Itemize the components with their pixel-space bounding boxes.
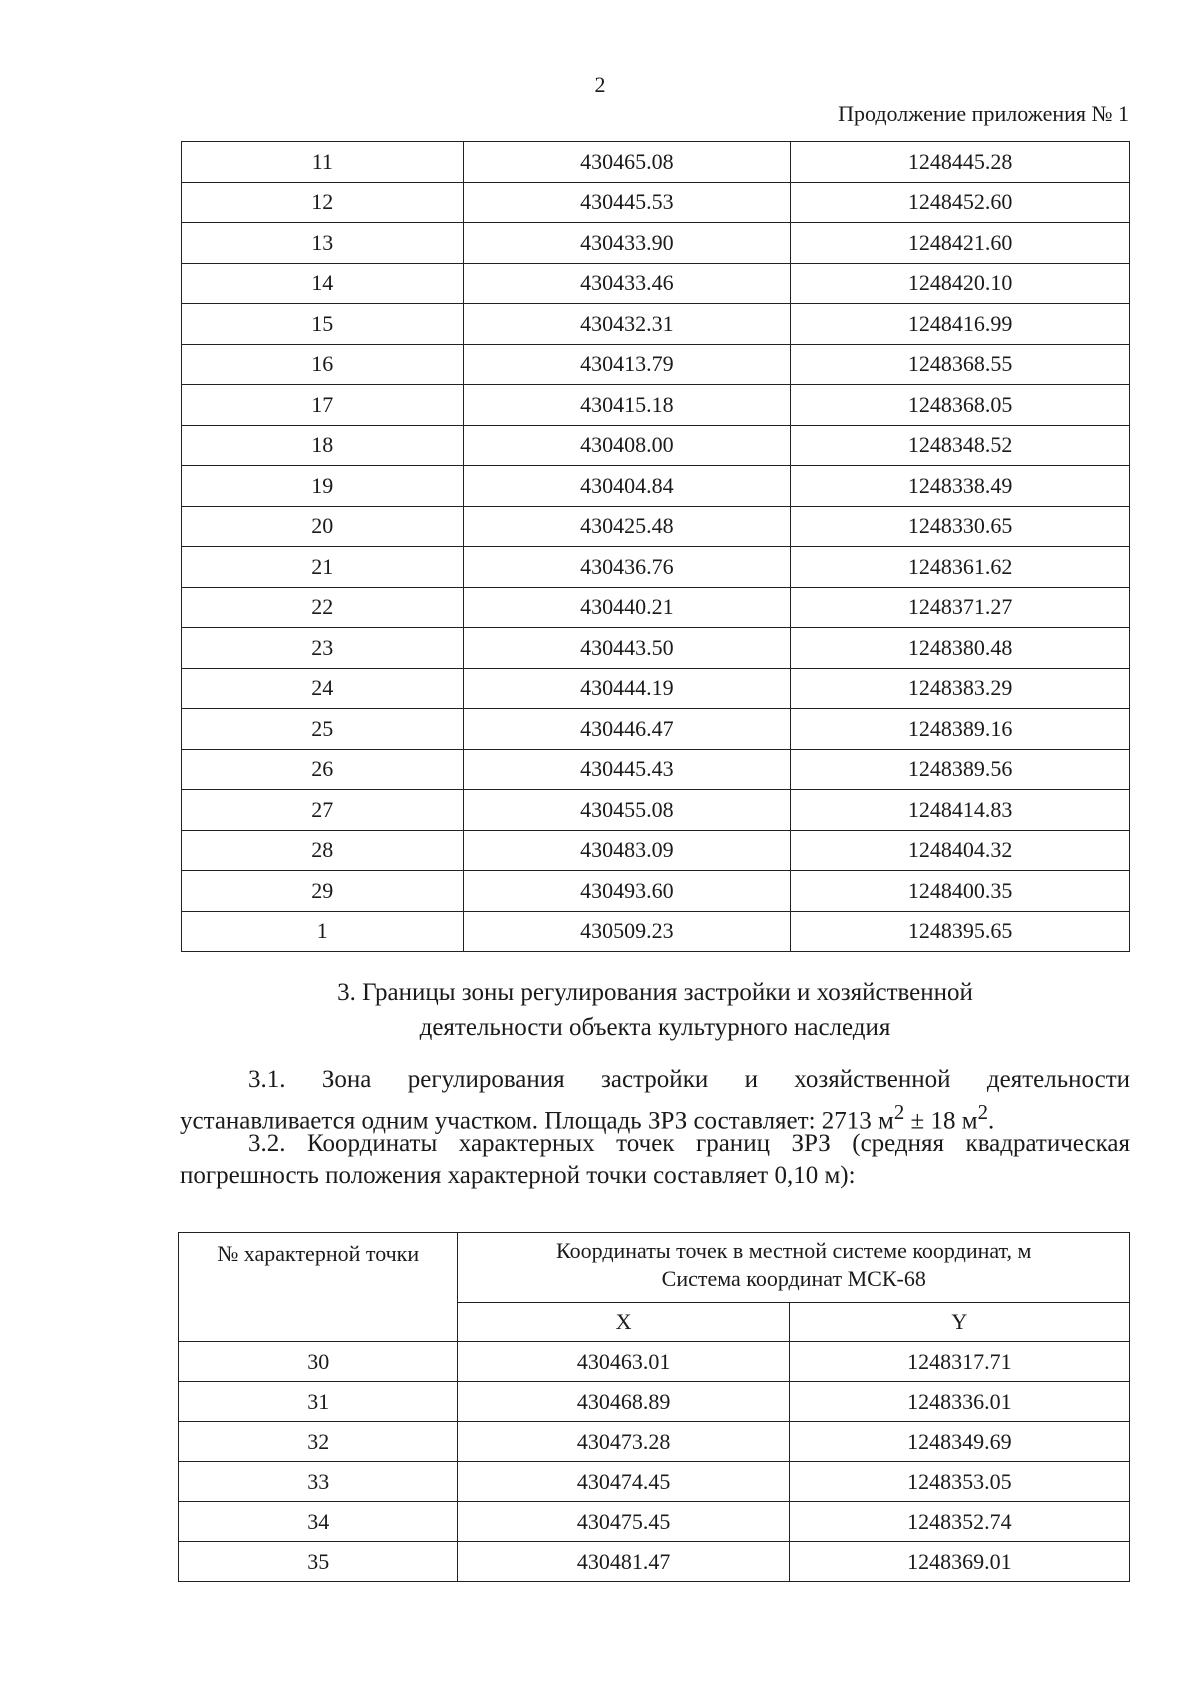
point-number-cell: 18: [182, 425, 464, 466]
superscript-2: 2: [893, 1100, 905, 1124]
paragraph-3-1: [180, 1064, 1130, 1137]
table-row: [182, 668, 1130, 709]
y-coordinate-cell: 1248452.60: [791, 182, 1130, 223]
table-row: [182, 871, 1130, 912]
x-coordinate-cell: 430433.90: [463, 223, 791, 264]
x-coordinate-cell: 430404.84: [463, 466, 791, 507]
point-number-cell: 29: [182, 871, 464, 912]
y-coordinate-cell: 1248368.05: [791, 385, 1130, 426]
y-coordinate-cell: 1248400.35: [791, 871, 1130, 912]
header-y: Y: [789, 1302, 1129, 1341]
table-row: [179, 1462, 1130, 1502]
point-number-cell: 12: [182, 182, 464, 223]
y-coordinate-cell: 1248338.49: [791, 466, 1130, 507]
point-number-cell: 20: [182, 506, 464, 547]
y-coordinate-cell: 1248353.05: [789, 1462, 1129, 1502]
y-coordinate-cell: 1248371.27: [791, 587, 1130, 628]
x-coordinate-cell: 430445.43: [463, 749, 791, 790]
x-coordinate-cell: 430465.08: [463, 142, 791, 183]
y-coordinate-cell: 1248336.01: [789, 1382, 1129, 1422]
x-coordinate-cell: 430440.21: [463, 587, 791, 628]
table-row: [182, 506, 1130, 547]
x-coordinate-cell: 430475.45: [458, 1502, 789, 1542]
x-coordinate-cell: 430433.46: [463, 263, 791, 304]
coordinates-table-continued: [181, 141, 1130, 952]
x-coordinate-cell: 430481.47: [458, 1542, 789, 1582]
x-coordinate-cell: 430468.89: [458, 1382, 789, 1422]
y-coordinate-cell: 1248404.32: [791, 830, 1130, 871]
heading-line-2: деятельности объекта культурного наследия: [419, 1014, 891, 1041]
header-coordinates: [458, 1233, 1130, 1303]
page-number: 2: [594, 72, 606, 97]
zrz-coordinates-table: [178, 1232, 1130, 1582]
x-coordinate-cell: 430408.00: [463, 425, 791, 466]
table-row: [182, 587, 1130, 628]
point-number-cell: 31: [179, 1382, 458, 1422]
table-row: [182, 628, 1130, 669]
point-number-cell: 25: [182, 709, 464, 750]
paragraph-3-2-text: 3.2. Координаты характерных точек границ ЗРЗ (средняя квадратическая погрешность положения характерной точки составляет 0,10 м):: [180, 1130, 1130, 1189]
table-row: [182, 142, 1130, 183]
y-coordinate-cell: 1248380.48: [791, 628, 1130, 669]
point-number-cell: 32: [179, 1422, 458, 1462]
y-coordinate-cell: 1248361.62: [791, 547, 1130, 588]
x-coordinate-cell: 430455.08: [463, 790, 791, 831]
y-coordinate-cell: 1248348.52: [791, 425, 1130, 466]
paragraph-3-1-text: 3.1. Зона регулирования застройки и хозяйственной деятельности устанавливается одним участком. Площадь ЗРЗ составляет: 2713 м: [180, 1066, 1130, 1135]
table-row: [179, 1502, 1130, 1542]
point-number-cell: 23: [182, 628, 464, 669]
heading-line-1: 3. Границы зоны регулирования застройки и хозяйственной: [337, 979, 973, 1006]
table-row: [179, 1382, 1130, 1422]
x-coordinate-cell: 430446.47: [463, 709, 791, 750]
y-coordinate-cell: 1248330.65: [791, 506, 1130, 547]
y-coordinate-cell: 1248368.55: [791, 344, 1130, 385]
point-number-cell: 27: [182, 790, 464, 831]
table-row: [179, 1342, 1130, 1382]
point-number-cell: 11: [182, 142, 464, 183]
table-row: [179, 1422, 1130, 1462]
table-row: [182, 466, 1130, 507]
y-coordinate-cell: 1248383.29: [791, 668, 1130, 709]
y-coordinate-cell: 1248445.28: [791, 142, 1130, 183]
x-coordinate-cell: 430463.01: [458, 1342, 789, 1382]
table-row: [182, 263, 1130, 304]
x-coordinate-cell: 430415.18: [463, 385, 791, 426]
header-x: X: [458, 1302, 789, 1341]
y-coordinate-cell: 1248421.60: [791, 223, 1130, 264]
y-coordinate-cell: 1248420.10: [791, 263, 1130, 304]
y-coordinate-cell: 1248389.16: [791, 709, 1130, 750]
table-row: [182, 749, 1130, 790]
point-number-cell: 33: [179, 1462, 458, 1502]
x-coordinate-cell: 430483.09: [463, 830, 791, 871]
point-number-cell: 14: [182, 263, 464, 304]
point-number-cell: 16: [182, 344, 464, 385]
x-coordinate-cell: 430432.31: [463, 304, 791, 345]
paragraph-3-1-end: .: [987, 1107, 995, 1135]
table-row: [182, 425, 1130, 466]
table-row: [182, 911, 1130, 952]
x-coordinate-cell: 430445.53: [463, 182, 791, 223]
y-coordinate-cell: 1248352.74: [789, 1502, 1129, 1542]
point-number-cell: 24: [182, 668, 464, 709]
point-number-cell: 19: [182, 466, 464, 507]
x-coordinate-cell: 430443.50: [463, 628, 791, 669]
point-number-cell: 15: [182, 304, 464, 345]
x-coordinate-cell: 430473.28: [458, 1422, 789, 1462]
point-number-cell: 34: [179, 1502, 458, 1542]
point-number-cell: 35: [179, 1542, 458, 1582]
header-coordinate-system: Система координат МСК-68: [661, 1266, 926, 1291]
point-number-cell: 22: [182, 587, 464, 628]
y-coordinate-cell: 1248414.83: [791, 790, 1130, 831]
x-coordinate-cell: 430493.60: [463, 871, 791, 912]
x-coordinate-cell: 430413.79: [463, 344, 791, 385]
x-coordinate-cell: 430436.76: [463, 547, 791, 588]
paragraph-3-2: [180, 1128, 1130, 1192]
table-row: [182, 385, 1130, 426]
table-row: [182, 344, 1130, 385]
table-row: [182, 223, 1130, 264]
table-row: [182, 790, 1130, 831]
point-number-cell: 1: [182, 911, 464, 952]
x-coordinate-cell: 430509.23: [463, 911, 791, 952]
point-number-cell: 26: [182, 749, 464, 790]
point-number-cell: 21: [182, 547, 464, 588]
table-row: [182, 182, 1130, 223]
table2-body: [179, 1342, 1130, 1582]
y-coordinate-cell: 1248395.65: [791, 911, 1130, 952]
x-coordinate-cell: 430425.48: [463, 506, 791, 547]
y-coordinate-cell: 1248317.71: [789, 1342, 1129, 1382]
section-3-heading: [180, 975, 1130, 1045]
table-row: [179, 1542, 1130, 1582]
superscript-2: 2: [977, 1100, 988, 1124]
header-point-number: № характерной точки: [179, 1233, 458, 1342]
point-number-cell: 30: [179, 1342, 458, 1382]
point-number-cell: 28: [182, 830, 464, 871]
table1-body: [182, 142, 1130, 952]
appendix-note: Продолжение приложения № 1: [838, 101, 1129, 126]
y-coordinate-cell: 1248369.01: [789, 1542, 1129, 1582]
table-row: [182, 709, 1130, 750]
y-coordinate-cell: 1248416.99: [791, 304, 1130, 345]
table-row: [182, 547, 1130, 588]
table-row: [182, 304, 1130, 345]
y-coordinate-cell: 1248389.56: [791, 749, 1130, 790]
x-coordinate-cell: 430474.45: [458, 1462, 789, 1502]
point-number-cell: 13: [182, 223, 464, 264]
y-coordinate-cell: 1248349.69: [789, 1422, 1129, 1462]
x-coordinate-cell: 430444.19: [463, 668, 791, 709]
paragraph-3-1-tolerance: ± 18 м: [904, 1107, 978, 1135]
header-coordinates-line-1: Координаты точек в местной системе координат, м: [556, 1238, 1032, 1263]
point-number-cell: 17: [182, 385, 464, 426]
table-row: [182, 830, 1130, 871]
